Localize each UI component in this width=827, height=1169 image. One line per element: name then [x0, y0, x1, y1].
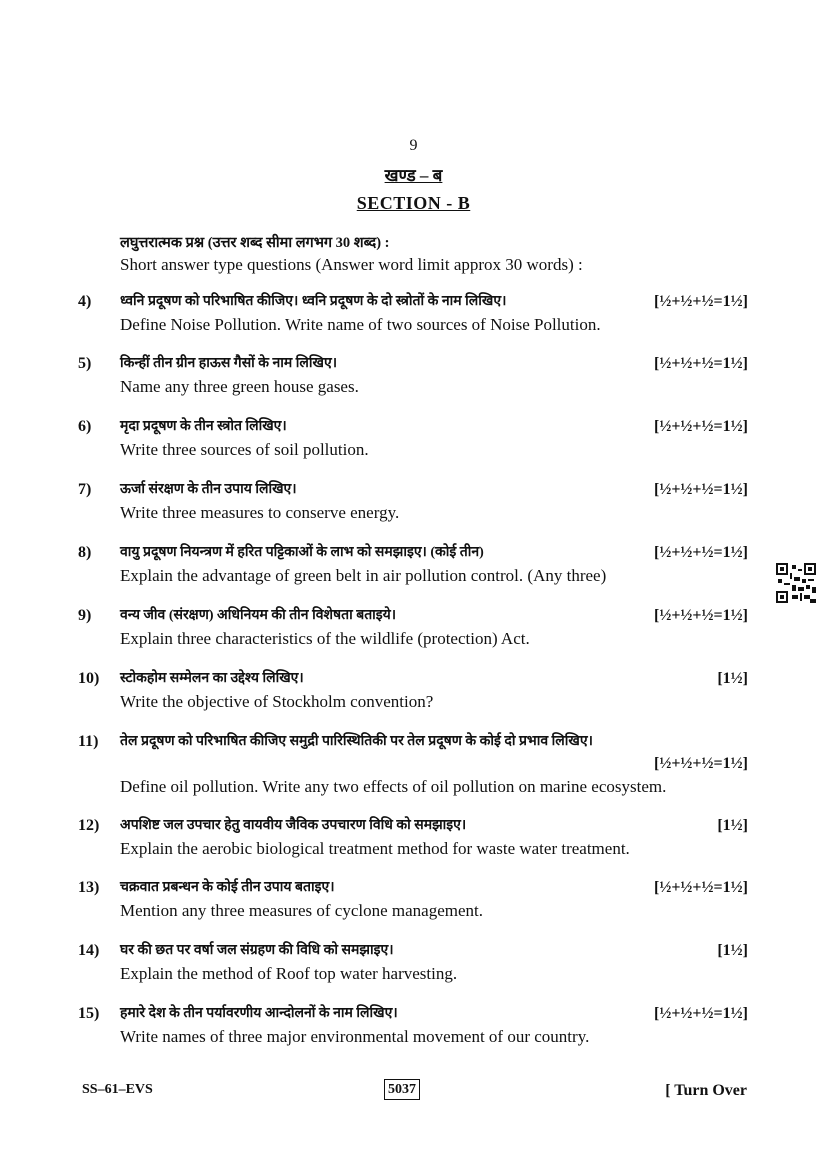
question-number: 10): [78, 670, 100, 687]
question-english: Explain the advantage of green belt in air pollution control. (Any three): [120, 566, 607, 585]
question-marks: [½+½+½=1½]: [653, 879, 748, 896]
question-english: Define Noise Pollution. Write name of two sources of Noise Pollution.: [120, 315, 601, 334]
question-number: 9): [78, 607, 92, 624]
question-hindi: किन्हीं तीन ग्रीन हाऊस गैसों के नाम लिखिए।: [120, 356, 338, 371]
qr-code-icon: [776, 563, 816, 603]
question-marks: [½+½+½=1½]: [653, 293, 748, 310]
question-hindi: ध्वनि प्रदूषण को परिभाषित कीजिए। ध्वनि प्रदूषण के दो स्त्रोतों के नाम लिखिए।: [120, 294, 507, 309]
question-english: Mention any three measures of cyclone management.: [120, 901, 484, 920]
question-english: Write names of three major environmental movement of our country.: [120, 1027, 590, 1046]
section-title-hindi: खण्ड – ब: [384, 166, 443, 185]
question-english: Explain three characteristics of the wildlife (protection) Act.: [120, 629, 530, 648]
question-marks: [½+½+½=1½]: [653, 755, 748, 772]
question-english: Explain the aerobic biological treatment method for waste water treatment.: [120, 839, 630, 858]
question-hindi: अपशिष्ट जल उपचार हेतु वायवीय जैविक उपचारण विधि को समझाइए।: [120, 818, 467, 833]
question-marks: [½+½+½=1½]: [653, 355, 748, 372]
instructions-hindi: लघुत्तरात्मक प्रश्न (उत्तर शब्द सीमा लगभग 30 शब्द) :: [120, 235, 390, 251]
turn-over-label: [ Turn Over: [665, 1082, 747, 1099]
instructions-english: Short answer type questions (Answer word limit approx 30 words) :: [120, 255, 583, 274]
question-number: 15): [78, 1005, 100, 1022]
question-hindi: मृदा प्रदूषण के तीन स्त्रोत लिखिए।: [120, 419, 287, 434]
question-number: 5): [78, 355, 92, 372]
question-number: 4): [78, 293, 92, 310]
question-marks: [1½]: [717, 942, 748, 959]
question-hindi: घर की छत पर वर्षा जल संग्रहण की विधि को समझाइए।: [120, 943, 394, 958]
section-title-english: SECTION - B: [356, 193, 471, 213]
instructions: [120, 232, 760, 276]
question-marks: [½+½+½=1½]: [653, 481, 748, 498]
question-english: Write three sources of soil pollution.: [120, 440, 369, 459]
question-hindi: वन्य जीव (संरक्षण) अधिनियम की तीन विशेषता बताइये।: [120, 608, 397, 623]
question-hindi: तेल प्रदूषण को परिभाषित कीजिए समुद्री पारिस्थितिकी पर तेल प्रदूषण के कोई दो प्रभाव लिखिए।: [120, 734, 593, 749]
question-number: 8): [78, 544, 92, 561]
question-hindi: हमारे देश के तीन पर्यावरणीय आन्दोलनों के नाम लिखिए।: [120, 1006, 398, 1021]
question-marks: [½+½+½=1½]: [653, 1005, 748, 1022]
question-marks: [1½]: [717, 817, 748, 834]
question-english: Write the objective of Stockholm convention?: [120, 692, 434, 711]
question-number: 11): [78, 733, 99, 750]
question-marks: [½+½+½=1½]: [653, 544, 748, 561]
question-hindi: वायु प्रदूषण नियन्त्रण में हरित पट्टिकाओं के लाभ को समझाइए। (कोई तीन): [120, 545, 484, 560]
paper-code: SS–61–EVS: [82, 1082, 153, 1097]
question-number: 14): [78, 942, 100, 959]
question-english: Define oil pollution. Write any two effects of oil pollution on marine ecosystem.: [120, 777, 667, 796]
question-english: Explain the method of Roof top water harvesting.: [120, 964, 458, 983]
question-number: 6): [78, 418, 92, 435]
page-code-box: 5037: [384, 1079, 420, 1100]
question-marks: [½+½+½=1½]: [653, 418, 748, 435]
question-number: 7): [78, 481, 92, 498]
question-english: Name any three green house gases.: [120, 377, 359, 396]
question-marks: [1½]: [717, 670, 748, 687]
question-hindi: स्टोकहोम सम्मेलन का उद्देश्य लिखिए।: [120, 671, 304, 686]
question-number: 12): [78, 817, 100, 834]
question-hindi: ऊर्जा संरक्षण के तीन उपाय लिखिए।: [120, 482, 297, 497]
question-marks: [½+½+½=1½]: [653, 607, 748, 624]
question-english: Write three measures to conserve energy.: [120, 503, 400, 522]
question-hindi: चक्रवात प्रबन्धन के कोई तीन उपाय बताइए।: [120, 880, 335, 895]
question-number: 13): [78, 879, 100, 896]
page-number: 9: [409, 137, 418, 154]
